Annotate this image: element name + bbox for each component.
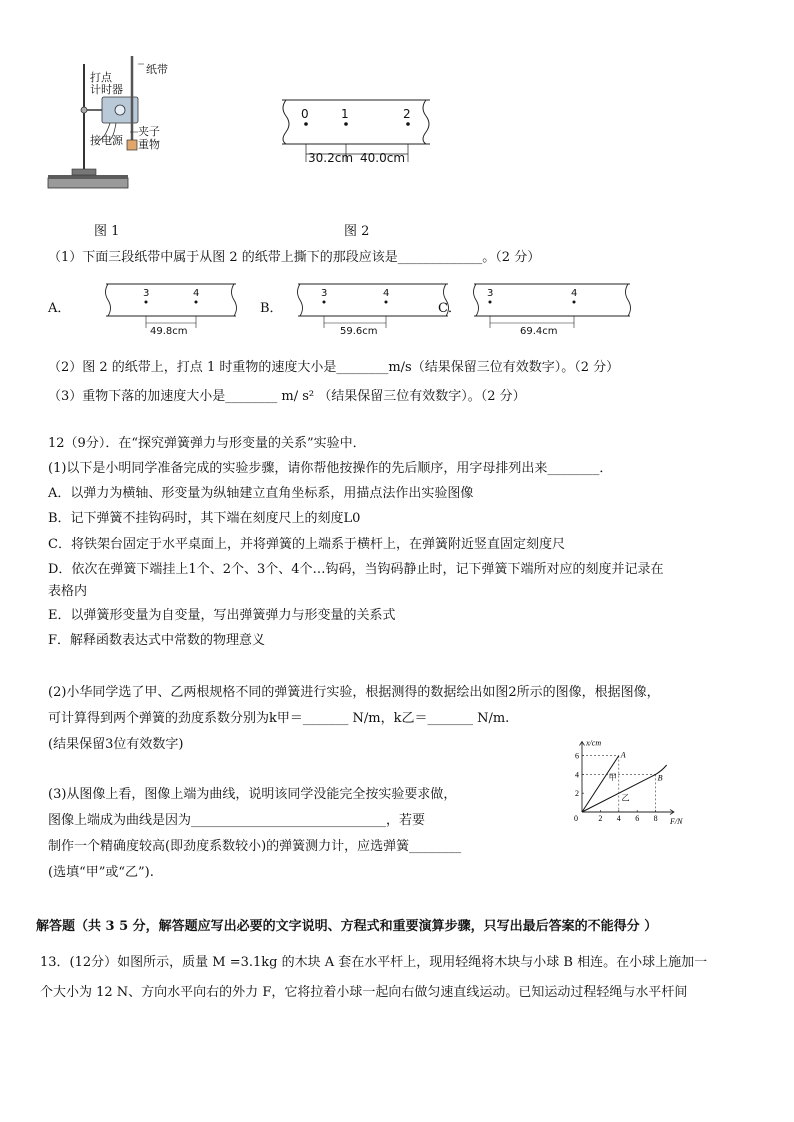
q13-line2: 个大小为 12 N、方向水平向右的外力 F，它将拉着小球一起向右做匀速直线运动。已知运动过程轻绳与水平杆间 bbox=[40, 985, 688, 1000]
q11-part2: （2）图 2 的纸带上，打点 1 时重物的速度大小是________m/s（结果保留三位有效数字）。（2 分） bbox=[48, 360, 620, 375]
spring-chart bbox=[568, 726, 698, 832]
option-b-distance: 59.6cm bbox=[340, 326, 378, 337]
q12-part3-line2: 图像上端成为曲线是因为______________________________，若要 bbox=[48, 813, 426, 828]
q12-title: 12（9分）．在“探究弹簧弹力与形变量的关系”实验中． bbox=[48, 436, 366, 451]
tape-distance-01: 30.2cm bbox=[308, 151, 354, 165]
y-tick-label: 4 bbox=[575, 770, 579, 780]
option-b-letter: B． bbox=[260, 301, 283, 316]
q12-part2-line2: 可计算得到两个弹簧的劲度系数分别为k甲＝_______ N/m，k乙＝_______ N/m. bbox=[48, 711, 510, 726]
q12-part3-line3: 制作一个精确度较高(即劲度系数较小)的弹簧测力计，应选弹簧________ bbox=[48, 839, 462, 854]
label-timer-2: 计时器 bbox=[90, 83, 123, 96]
q12-step-d: D．依次在弹簧下端挂上1个、2个、3个、4个…钩码，当钩码静止时，记下弹簧下端所对应的刻度并记录在 bbox=[48, 562, 664, 577]
figure-2 bbox=[280, 92, 450, 242]
tape-distance-12: 40.0cm bbox=[360, 151, 406, 165]
label-weight: 重物 bbox=[138, 138, 160, 151]
q12-part3-line1: (3)从图像上看，图像上端为曲线，说明该同学没能完全按实验要求做， bbox=[48, 787, 457, 802]
label-power: 接电源 bbox=[90, 134, 123, 147]
option-b-point-4: 4 bbox=[383, 288, 390, 299]
spring-chart-svg bbox=[568, 726, 698, 832]
option-c-point-4: 4 bbox=[571, 288, 578, 299]
figure-1 bbox=[40, 50, 230, 240]
q12-step-d-cont: 表格内 bbox=[48, 584, 88, 599]
q11-part1: （1）下面三段纸带中属于从图 2 的纸带上撕下的那段应该是_____________。（2 分） bbox=[48, 250, 541, 265]
figure-1-caption: 图 1 bbox=[94, 224, 120, 239]
origin-label: 0 bbox=[574, 814, 578, 823]
q12-step1-prompt: (1)以下是小明同学准备完成的实验步骤，请你帮他按操作的先后顺序，用字母排列出来________． bbox=[48, 461, 613, 476]
label-clip: 夹子 bbox=[138, 125, 160, 138]
option-a-point-3: 3 bbox=[143, 288, 150, 299]
q11-options bbox=[44, 280, 764, 340]
x-axis-label: F/N bbox=[670, 817, 683, 826]
y-tick-label: 6 bbox=[575, 751, 579, 761]
tape-point-1: 1 bbox=[341, 107, 349, 121]
q13-line1: 13．(12分）如图所示，质量 M =3.1kg 的木块 A 套在水平杆上，现用轻绳将木块与小球 B 相连。在小球上施加一 bbox=[40, 955, 708, 970]
option-a-distance: 49.8cm bbox=[150, 326, 188, 337]
option-c-letter: C． bbox=[438, 301, 461, 316]
section-header: 解答题（共 3 5 分，解答题应写出必要的文字说明、方程式和重要演算步骤，只写出最后答案的不能得分 ） bbox=[36, 919, 658, 934]
tape-point-0: 0 bbox=[301, 107, 309, 121]
q12-part3-line4: (选填“甲”或“乙”). bbox=[48, 865, 154, 880]
x-tick-label: 2 bbox=[598, 814, 603, 823]
label-tape: 纸带 bbox=[146, 63, 168, 76]
y-tick-label: 2 bbox=[575, 789, 579, 799]
figure-2-caption: 图 2 bbox=[344, 224, 370, 239]
series-jia-name: 甲 bbox=[608, 773, 617, 783]
q12-part2-line3: (结果保留3位有效数字) bbox=[48, 737, 184, 752]
label-timer-1: 打点 bbox=[90, 71, 112, 84]
q12-part2-line1: (2)小华同学选了甲、乙两根规格不同的弹簧进行实验，根据测得的数据绘出如图2所示的图像，根据图像， bbox=[48, 685, 660, 700]
tape-drawing bbox=[280, 92, 450, 182]
option-c-distance: 69.4cm bbox=[520, 326, 558, 337]
x-tick-label: 4 bbox=[616, 814, 621, 823]
tape-point-2: 2 bbox=[403, 107, 411, 121]
option-b-point-3: 3 bbox=[321, 288, 328, 299]
series-yi-point-label: B bbox=[657, 773, 663, 783]
x-tick-label: 6 bbox=[635, 814, 640, 823]
q11-part3: （3）重物下落的加速度大小是________ m/ s² （结果保留三位有效数字）。（2 分） bbox=[48, 389, 526, 404]
series-yi-name: 乙 bbox=[621, 793, 630, 803]
q12-step-b: B．记下弹簧不挂钩码时，其下端在刻度尺上的刻度L0 bbox=[48, 511, 361, 526]
series-jia-point-label: A bbox=[620, 750, 626, 760]
series-jia-line bbox=[582, 756, 619, 812]
option-a-point-4: 4 bbox=[193, 288, 200, 299]
apparatus-drawing bbox=[40, 50, 230, 210]
series-yi-line bbox=[582, 765, 667, 812]
q12-step-f: F．解释函数表达式中常数的物理意义 bbox=[48, 633, 266, 648]
q12-step-c: C．将铁架台固定于水平桌面上，并将弹簧的上端系于横杆上，在弹簧附近竖直固定刻度尺 bbox=[48, 537, 565, 552]
q12-step-a: A．以弹力为横轴、形变量为纵轴建立直角坐标系，用描点法作出实验图像 bbox=[48, 486, 474, 501]
y-axis-label: x/cm bbox=[586, 738, 602, 748]
option-c-point-3: 3 bbox=[487, 288, 494, 299]
option-a-letter: A． bbox=[48, 301, 71, 316]
q12-step-e: E．以弹簧形变量为自变量，写出弹簧弹力与形变量的关系式 bbox=[48, 608, 396, 623]
x-tick-label: 8 bbox=[653, 814, 658, 823]
